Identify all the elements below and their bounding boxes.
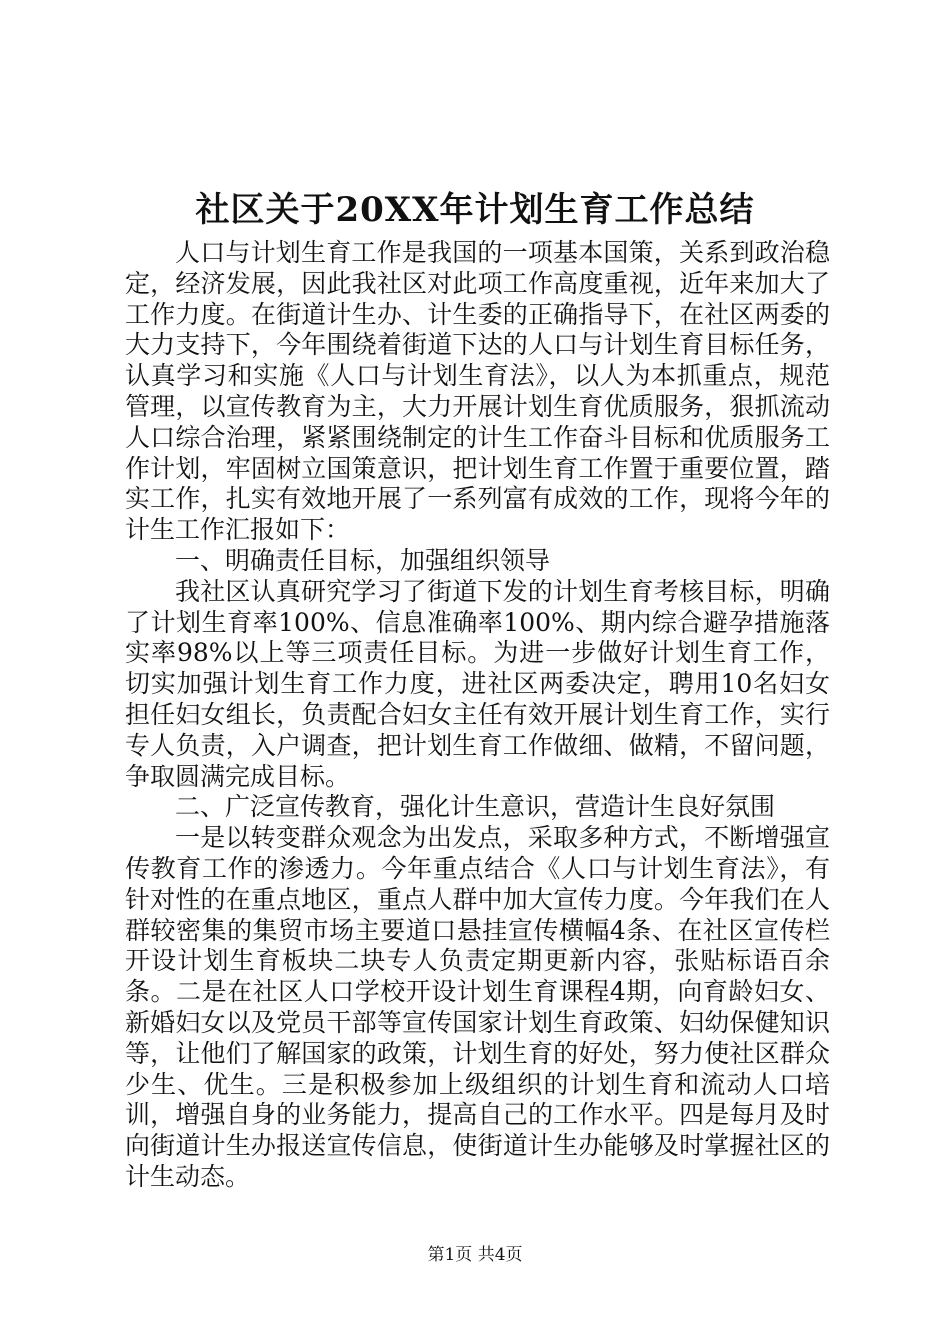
section-paragraph-1: 我社区认真研究学习了街道下发的计划生育考核目标，明确了计划生育率100%、信息准确率100%、期内综合避孕措施落实率98%以上等三项责任目标。为进一步做好计划生育工作，切实加强计划生育工作力度，进社区两委决定，聘用10名妇女担任妇女组长，负责配合妇女主任有效开展计划生育工作，实行专人负责，入户调查，把计划生育工作做细、做精，不留问题，争取圆满完成目标。 (125, 576, 830, 791)
section-paragraph-2: 一是以转变群众观念为出发点，采取多种方式，不断增强宣传教育工作的渗透力。今年重点结合《人口与计划生育法》，有针对性的在重点地区，重点人群中加大宣传力度。今年我们在人群较密集的集贸市场主要道口悬挂宣传横幅4条、在社区宣传栏开设计划生育板块二块专人负责定期更新内容，张贴标语百余条。二是在社区人口学校开设计划生育课程4期，向育龄妇女、新婚妇女以及党员干部等宣传国家计划生育政策、妇幼保健知识等，让他们了解国家的政策，计划生育的好处，努力使社区群众少生、优生。三是积极参加上级组织的计划生育和流动人口培训，增强自身的业务能力，提高自己的工作水平。四是每月及时向街道计生办报送宣传信息，使街道计生办能够及时掌握社区的计生动态。 (125, 823, 830, 1191)
document-title: 社区关于20XX年计划生育工作总结 (195, 190, 755, 230)
section-heading-2: 二、广泛宣传教育，强化计生意识，营造计生良好氛围 (175, 792, 776, 822)
document-body (125, 238, 830, 1193)
page-footer: 第1页 共4页 (427, 1245, 523, 1265)
intro-paragraph: 人口与计划生育工作是我国的一项基本国策，关系到政治稳定，经济发展，因此我社区对此项工作高度重视，近年来加大了工作力度。在街道计生办、计生委的正确指导下，在社区两委的大力支持下，今年围绕着街道下达的人口与计划生育目标任务，认真学习和实施《人口与计划生育法》，以人为本抓重点，规范管理，以宣传教育为主，大力开展计划生育优质服务，狠抓流动人口综合治理，紧紧围绕制定的计生工作奋斗目标和优质服务工作计划，牢固树立国策意识，把计划生育工作置于重要位置，踏实工作，扎实有效地开展了一系列富有成效的工作，现将今年的计生工作汇报如下： (125, 238, 830, 545)
section-heading-1: 一、明确责任目标，加强组织领导 (175, 545, 551, 575)
